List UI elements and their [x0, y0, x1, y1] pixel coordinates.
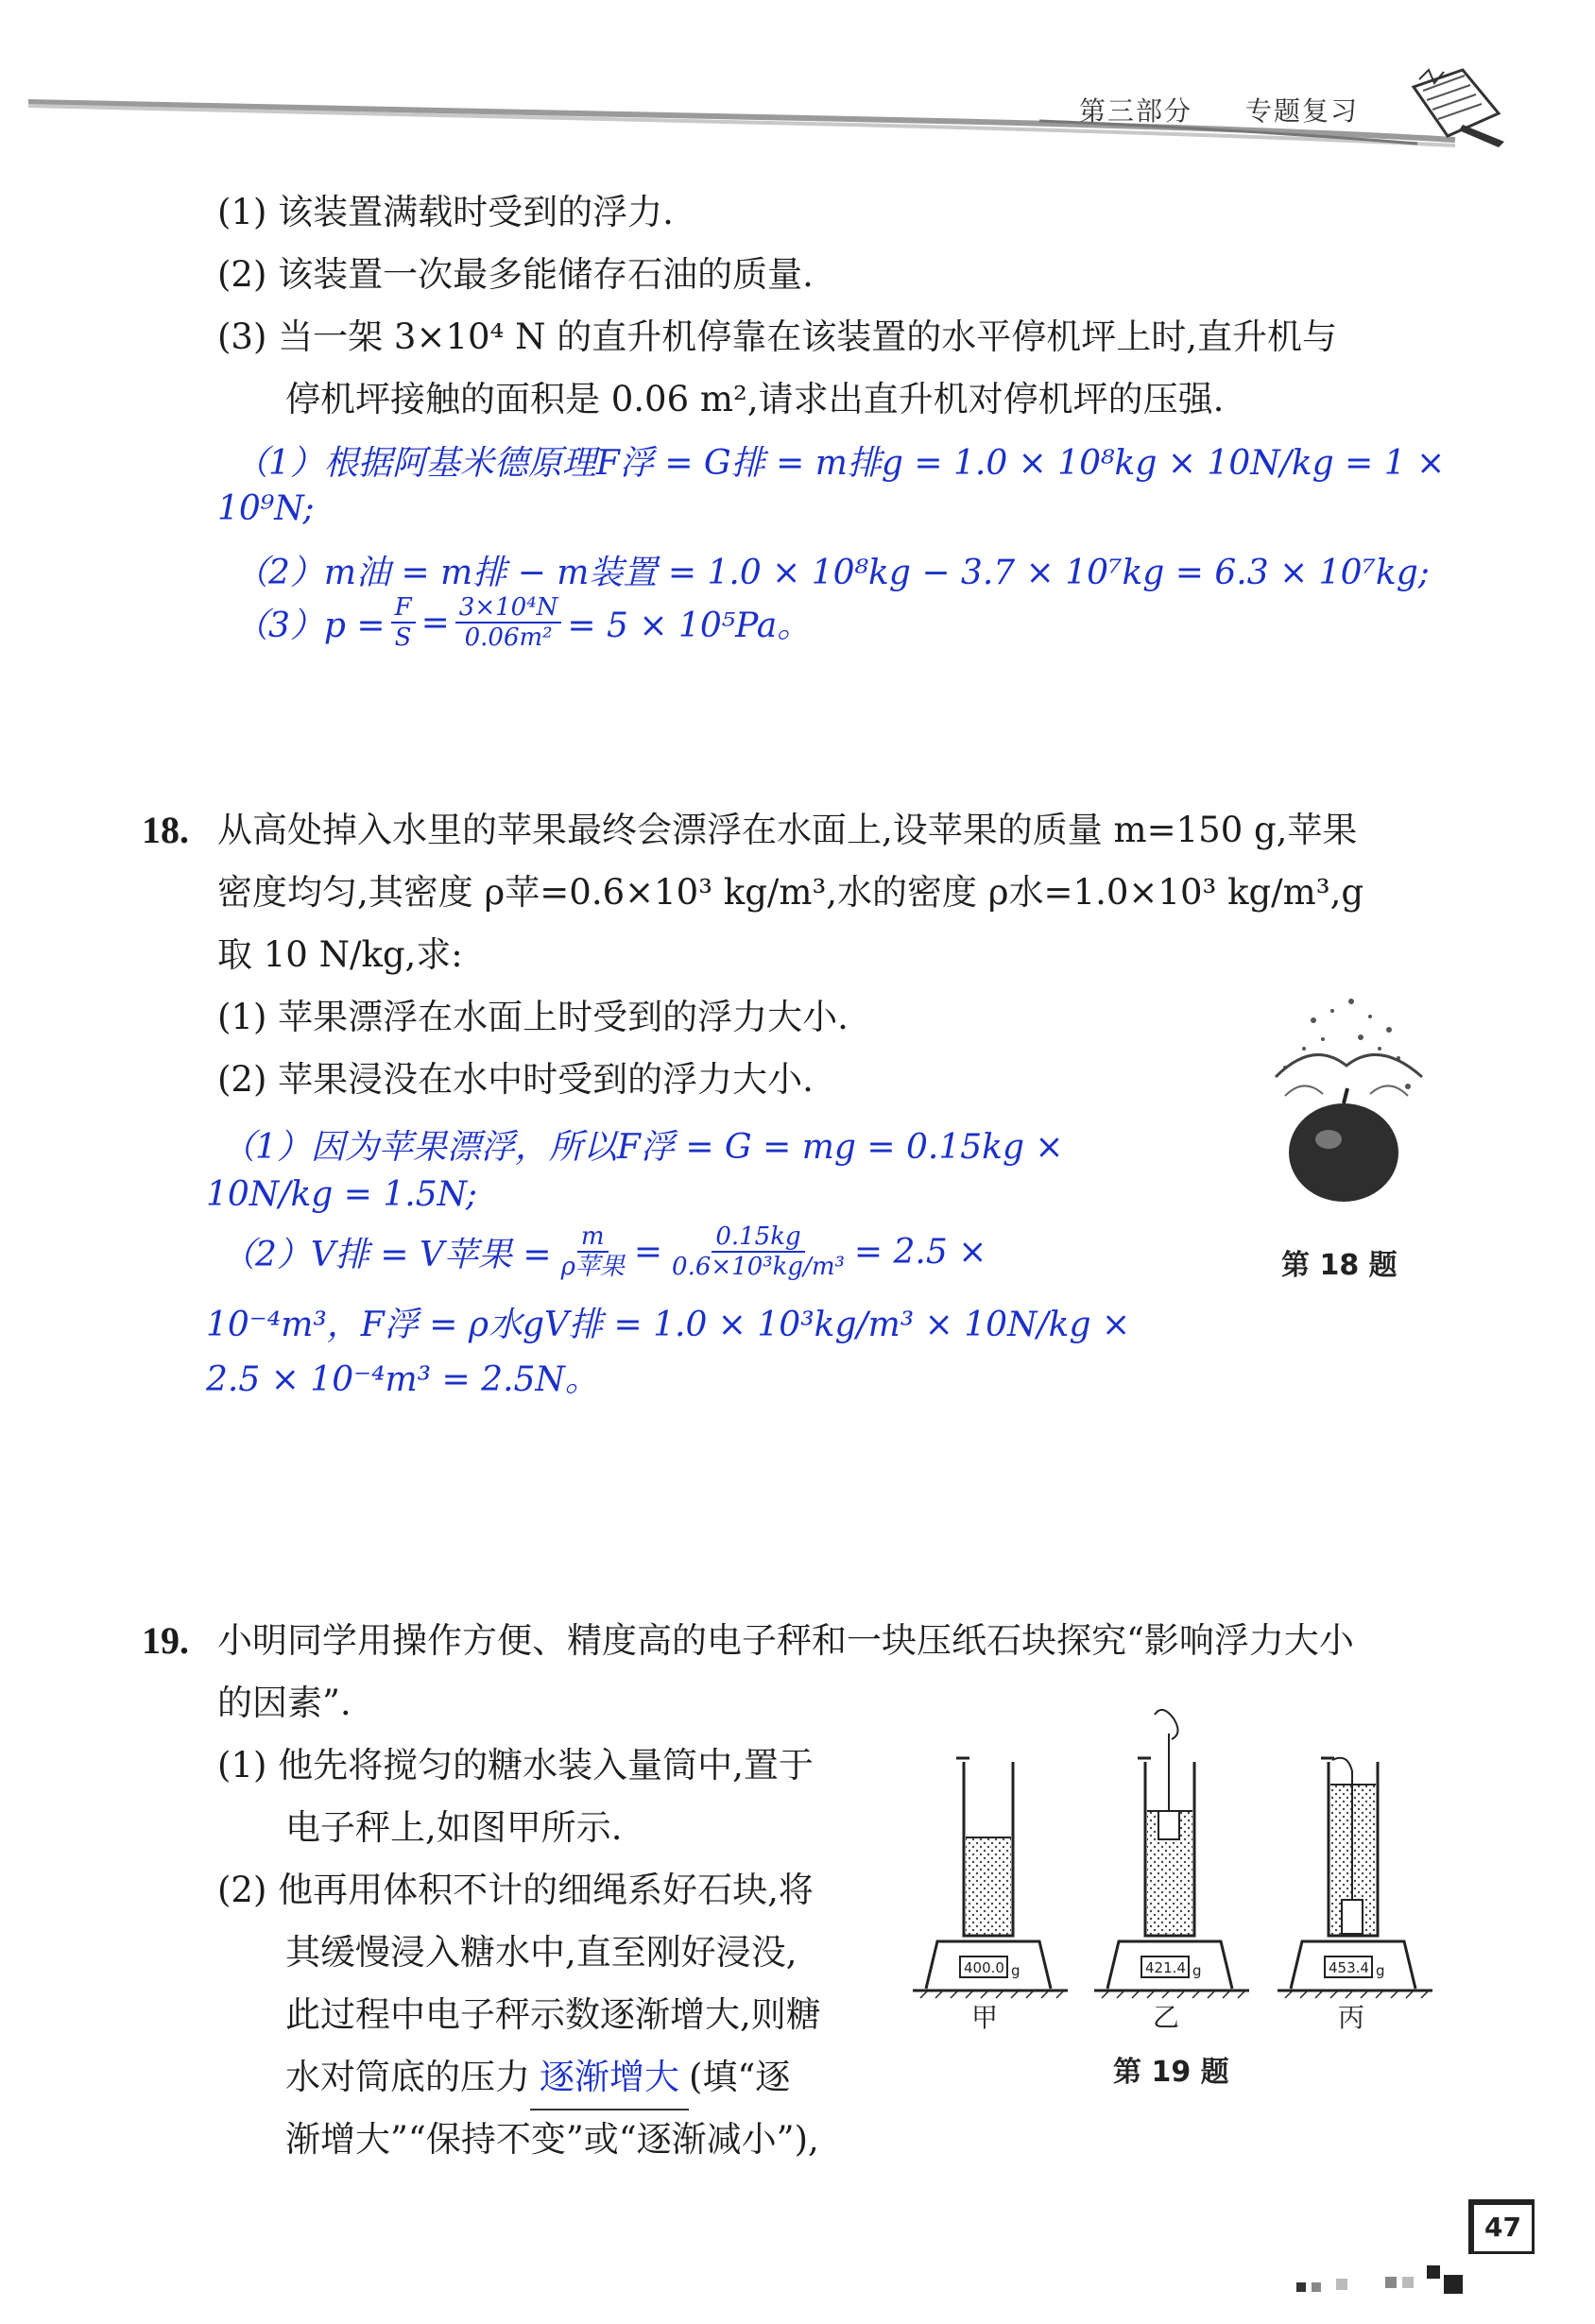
q17-answer1-line2: 10⁹N;	[217, 489, 315, 528]
label-jia: 甲	[971, 2002, 999, 2031]
cylinder-yi	[1094, 1710, 1249, 1991]
page-number-box	[1468, 2199, 1535, 2254]
scale-unit-jia: g	[1011, 1962, 1020, 1979]
q18-fraction-m-rho	[557, 1222, 628, 1281]
q17-sub3-line1: (3) 当一架 3×10⁴ N 的直升机停靠在该装置的水平停机坪上时,直升机与	[217, 316, 1338, 357]
scale-reading-jia: 400.0	[964, 1959, 1004, 1976]
q19-sub2-line2: 其缓慢浸入糖水中,直至刚好浸没,	[285, 1932, 798, 1973]
header-section: 第三部分	[1079, 95, 1193, 127]
q19-line4-suffix: (填“逐	[689, 2057, 791, 2097]
q19-sub1-line2: 电子秤上,如图甲所示.	[285, 1807, 623, 1848]
label-yi: 乙	[1153, 2002, 1180, 2031]
fraction-numerator: m	[577, 1222, 609, 1253]
fraction-numerator: 0.15kg	[712, 1222, 804, 1253]
fraction-numerator: 3×10⁴N	[455, 593, 562, 624]
scale-reading-bing: 453.4	[1329, 1959, 1369, 1976]
scale-unit-yi: g	[1192, 1962, 1202, 1979]
cylinder-bing	[1278, 1758, 1432, 1991]
q17-answer3	[234, 593, 811, 652]
q19-figure-caption: 第 19 题	[1113, 2056, 1229, 2089]
q18-answer1-line1: （1）因为苹果漂浮，所以F浮 = G = mg = 0.15kg ×	[221, 1128, 1064, 1167]
cylinder-jia	[913, 1758, 1068, 1991]
q18-answer2-prefix: （2）V排 = V苹果 =	[221, 1235, 552, 1274]
q18-answer1-line2: 10N/kg = 1.5N;	[206, 1175, 477, 1214]
q17-sub2: (2) 该装置一次最多能储存石油的质量.	[217, 254, 814, 295]
q19-line1: 小明同学用操作方便、精度高的电子秤和一块压纸石块探究“影响浮力大小	[217, 1620, 1354, 1661]
q17-sub1: (1) 该装置满载时受到的浮力.	[217, 192, 674, 232]
q18-number: 18.	[142, 809, 189, 851]
q18-sub2: (2) 苹果浸没在水中时受到的浮力大小.	[217, 1059, 814, 1100]
q19-line4-prefix: 水对筒底的压力	[285, 2057, 530, 2097]
header-swoosh	[0, 0, 1595, 161]
q18-fraction-values	[668, 1222, 849, 1281]
q19-sub2-line3: 此过程中电子秤示数逐渐增大,则糖	[285, 1994, 821, 2035]
q18-figure-caption: 第 18 题	[1281, 1249, 1398, 1282]
equals-sign: =	[420, 603, 450, 642]
q19-sub2-line4	[285, 2046, 790, 2110]
q18-answer2-line1	[221, 1222, 986, 1281]
scale-reading-yi: 421.4	[1145, 1959, 1186, 1976]
q17-answer3-suffix: = 5 × 10⁵Pa。	[567, 606, 812, 645]
q18-answer2-line2: 10⁻⁴m³，F浮 = ρ水gV排 = 1.0 × 10³kg/m³ × 10N/kg ×	[206, 1306, 1131, 1344]
q17-answer3-prefix: （3）p =	[234, 606, 386, 645]
q19-line2: 的因素”.	[217, 1683, 352, 1723]
q19-sub2-line1: (2) 他再用体积不计的细绳系好石块,将	[217, 1870, 814, 1910]
q18-line3: 取 10 N/kg,求:	[217, 934, 463, 975]
page-number: 47	[1484, 2212, 1521, 2243]
q19-number: 19.	[142, 1619, 189, 1662]
q17-answer1-line1: （1）根据阿基米德原理F浮 = G排 = m排g = 1.0 × 10⁸kg × 10N/kg = 1 ×	[234, 444, 1446, 483]
measuring-cylinders-figure	[907, 1705, 1455, 2031]
apple-splash-figure	[1257, 983, 1436, 1219]
page-header	[0, 0, 1595, 161]
footer-squares-decoration	[1295, 2260, 1474, 2298]
q18-answer2-line3: 2.5 × 10⁻⁴m³ = 2.5N。	[206, 1360, 599, 1399]
equals-sign: =	[633, 1232, 663, 1272]
scale-unit-bing: g	[1376, 1962, 1385, 1979]
q18-answer2-suffix: = 2.5 ×	[853, 1232, 987, 1272]
q17-fraction-values	[455, 593, 562, 652]
fraction-denominator: ρ苹果	[560, 1253, 625, 1281]
q18-sub1: (1) 苹果漂浮在水面上时受到的浮力大小.	[217, 997, 849, 1037]
fraction-numerator: F	[391, 593, 416, 624]
q19-sub2-line5: 渐增大”“保持不变”或“逐渐减小”),	[285, 2119, 819, 2160]
label-bing: 丙	[1338, 2002, 1365, 2031]
fraction-denominator: 0.06m²	[464, 624, 553, 652]
notebook-pencil-icon	[1406, 59, 1510, 149]
q18-line1: 从高处掉入水里的苹果最终会漂浮在水面上,设苹果的质量 m=150 g,苹果	[217, 810, 1358, 850]
q19-sub1-line1: (1) 他先将搅匀的糖水装入量筒中,置于	[217, 1745, 814, 1786]
q19-answer-blank[interactable]: 逐渐增大	[530, 2046, 689, 2110]
fraction-denominator: S	[394, 624, 412, 652]
header-topic: 专题复习	[1245, 95, 1360, 127]
q17-fraction-fs	[391, 593, 416, 652]
fraction-denominator: 0.6×10³kg/m³	[672, 1253, 845, 1281]
q17-sub3-line2: 停机坪接触的面积是 0.06 m²,请求出直升机对停机坪的压强.	[285, 379, 1225, 419]
q18-line2: 密度均匀,其密度 ρ苹=0.6×10³ kg/m³,水的密度 ρ水=1.0×10³ kg/m³,g	[217, 872, 1364, 913]
q17-answer2: （2）m油 = m排 − m装置 = 1.0 × 10⁸kg − 3.7 × 10⁷kg = 6.3 × 10⁷kg;	[234, 554, 1430, 592]
